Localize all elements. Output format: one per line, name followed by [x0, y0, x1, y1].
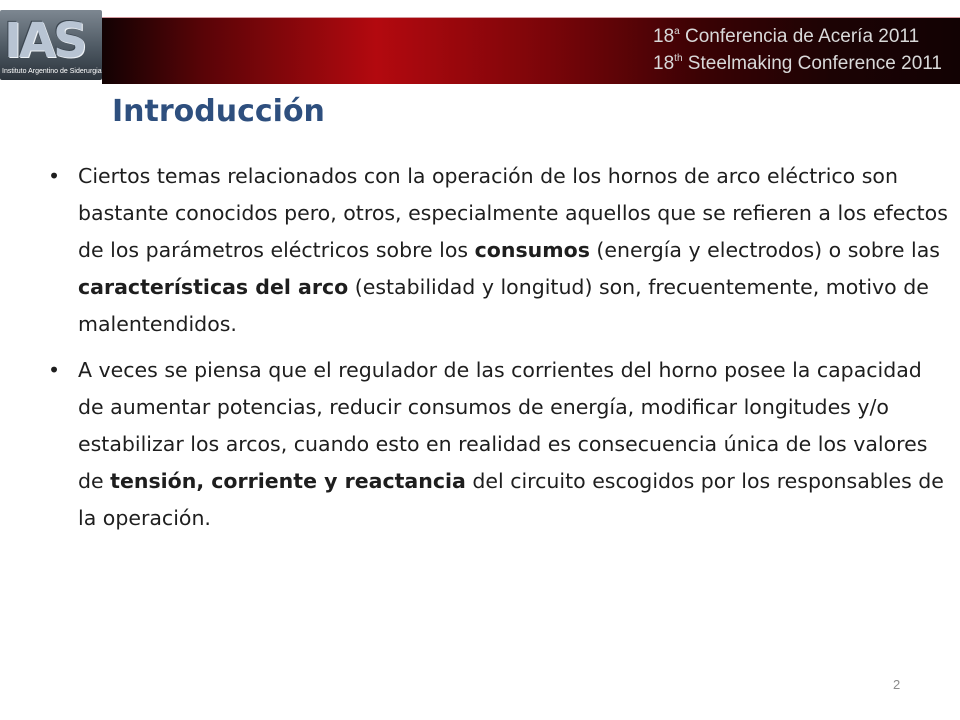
slide-title: Introducción	[112, 94, 325, 129]
slide-header	[0, 0, 960, 86]
conference-title-es: 18$^a$ Conferencia de Acería 2011	[653, 26, 920, 47]
ias-logo-mark: IAS	[4, 13, 85, 69]
bullet-text: A veces se piensa que el regulador de las corrientes del horno posee la capacidad de aumentar potencias, reducir consumos de energía, modificar longitudes y/o estabilizar los arcos, cuando esto en realidad es consecuencia única de los valores de tensión, corriente y reactancia del circuito escogidos por los responsables de la operación.	[78, 358, 944, 530]
ias-logo-subtitle: Instituto Argentino de Siderurgia	[2, 68, 102, 75]
page-number: 2	[893, 677, 901, 692]
conference-banner	[102, 18, 960, 84]
bullet-marker: •	[48, 164, 61, 188]
bullet-item	[48, 158, 948, 343]
ias-logo	[0, 10, 102, 80]
slide-body	[48, 158, 948, 546]
bullet-item	[48, 352, 948, 537]
conference-title-en: 18th Steelmaking Conference 2011	[653, 53, 942, 74]
bullet-marker: •	[48, 358, 61, 382]
bold-term: consumos	[474, 238, 590, 262]
bold-term: tensión, corriente y reactancia	[110, 469, 466, 493]
bold-term: características del arco	[78, 275, 349, 299]
bullet-text: Ciertos temas relacionados con la operación de los hornos de arco eléctrico son bastante conocidos pero, otros, especialmente aquellos que se refieren a los efectos de los parámetros eléctricos sobre los consumos (energía y electrodos) o sobre las características del arco (estabilidad y longitud) son, frecuentemente, motivo de malentendidos.	[78, 164, 948, 336]
conference-title	[653, 21, 942, 75]
